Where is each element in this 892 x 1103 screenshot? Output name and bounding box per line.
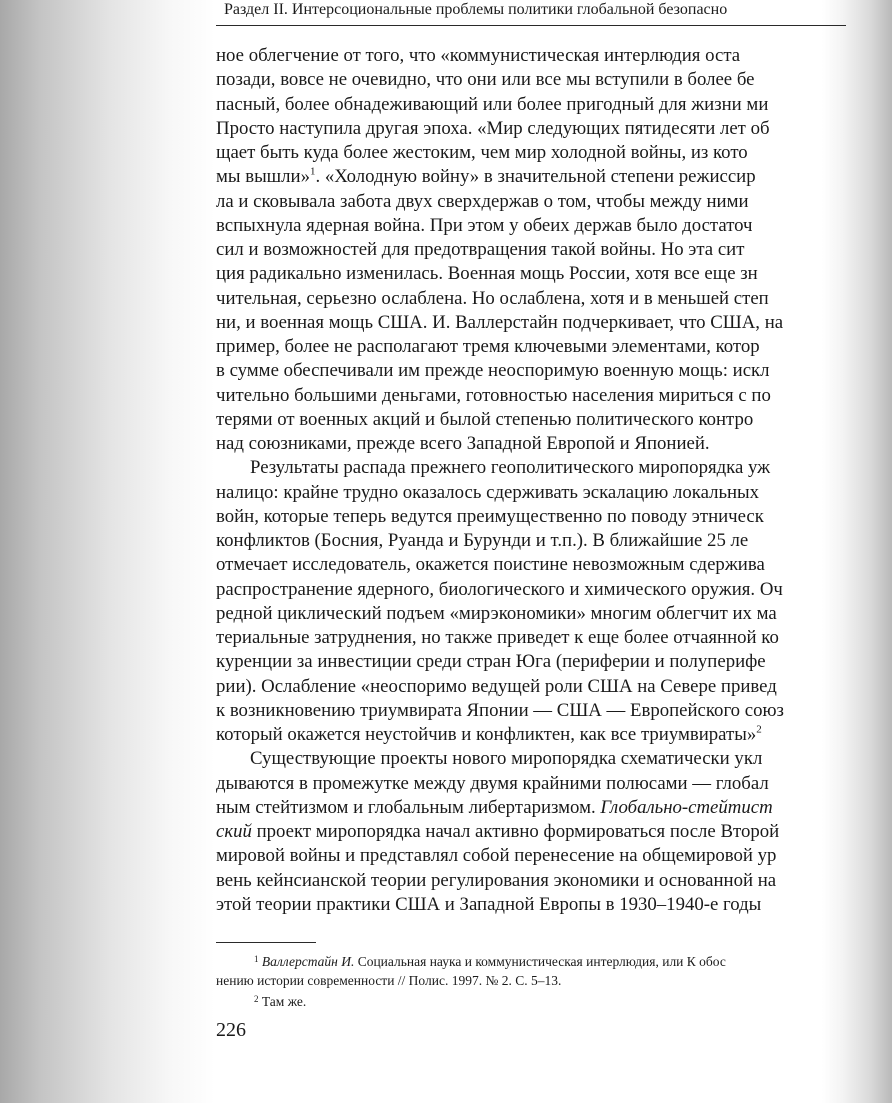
line-text: распространение ядерного, биологического и химического оружия. Оч: [216, 578, 783, 600]
text-line: [216, 214, 842, 238]
footnote-number: 1: [254, 954, 259, 964]
line-text: щает быть куда более жестоким, чем мир холодной войны, из кото: [216, 142, 748, 163]
line-text: этой теории практики США и Западной Европы в 1930–1940-е годы: [216, 893, 762, 915]
line-text: ция радикально изменилась. Военная мощь России, хотя все еще зн: [216, 263, 758, 285]
page-number: 226: [216, 1019, 246, 1041]
text-line: [216, 699, 842, 723]
footnotes: [216, 950, 842, 1011]
line-text: Существующие проекты нового миропорядка схематически укл: [250, 748, 763, 770]
footnote-rule: [216, 942, 316, 943]
footnote-ref: 2: [756, 723, 762, 736]
footnote-line: [216, 950, 842, 971]
text-line: [216, 796, 842, 820]
line-text: мы вышли»: [216, 166, 310, 188]
text-line: [216, 481, 842, 505]
line-text: чительно большими деньгами, готовностью населения мириться с по: [216, 384, 771, 406]
text-line: [216, 747, 842, 771]
footnote-line: [216, 990, 842, 1011]
footnote-text: нению истории современности // Полис. 1997. № 2. С. 5–13.: [216, 973, 562, 988]
line-text: войн, которые теперь ведутся преимущественно по поводу этническ: [216, 505, 764, 527]
text-line: [216, 335, 842, 359]
footnote-number: 2: [254, 994, 259, 1004]
text-line: [216, 165, 842, 189]
line-text-continued: . «Холодную войну» в значительной степени режиссир: [315, 166, 756, 188]
text-line: [216, 820, 842, 844]
text-line: [216, 553, 842, 577]
text-line: [216, 650, 842, 674]
running-head-rule: [216, 25, 846, 26]
italic-term: Глобально-стейтист: [600, 796, 773, 818]
text-line: [216, 408, 842, 432]
footnote-text: Там же.: [261, 994, 307, 1009]
line-text: позади, вовсе не очевидно, что они или все мы вступили в более бе: [216, 69, 755, 91]
line-text: дываются в промежутке между двумя крайними полюсами — глобал: [216, 772, 769, 794]
line-text: пример, более не располагают тремя ключевыми элементами, котор: [216, 336, 760, 357]
text-line: [216, 529, 842, 553]
line-text: который окажется неустойчив и конфликтен, как все триумвираты»: [216, 724, 757, 745]
text-line: [216, 68, 842, 92]
text-line: [216, 117, 842, 141]
line-text: чительная, серьезно ослаблена. Но ослаблена, хотя и в меньшей степ: [216, 287, 769, 309]
line-text: к возникновению триумвирата Японии — США — Европейского союз: [216, 699, 784, 721]
text-line: [216, 287, 842, 311]
line-text: рии). Ослабление «неоспоримо ведущей роли США на Севере привед: [216, 675, 777, 697]
text-line: [216, 578, 842, 602]
line-text: ным стейтизмом и глобальным либертаризмом.: [216, 796, 601, 818]
text-line: [216, 384, 842, 408]
text-line: [216, 723, 842, 747]
text-line: [216, 238, 842, 262]
line-text: сил и возможностей для предотвращения такой войны. Но эта сит: [216, 239, 745, 260]
text-line: [216, 141, 842, 165]
book-page: [216, 0, 846, 1103]
line-text: ни, и военная мощь США. И. Валлерстайн подчеркивает, что США, на: [216, 311, 784, 333]
footnote-ref: 1: [309, 165, 316, 178]
text-line: [216, 869, 842, 893]
line-text: Просто наступила другая эпоха. «Мир следующих пятидесяти лет об: [216, 117, 770, 139]
text-line: [216, 359, 842, 383]
line-text: вспыхнула ядерная война. При этом у обеих держав было достаточ: [216, 214, 753, 236]
line-text-continued: проект миропорядка начал активно формироваться после Второй: [251, 821, 780, 842]
text-line: [216, 93, 842, 117]
footnote-author: Валлерстайн И.: [261, 954, 355, 969]
footnote-line: [216, 971, 842, 990]
text-line: [216, 626, 842, 650]
line-text: пасный, более обнадеживающий или более пригодный для жизни ми: [216, 93, 769, 115]
text-line: [216, 602, 842, 626]
text-line: [216, 505, 842, 529]
line-text: налицо: крайне трудно оказалось сдерживать эскалацию локальных: [216, 481, 760, 503]
body-text: [216, 44, 842, 917]
text-line: [216, 190, 842, 214]
text-line: [216, 311, 842, 335]
running-head: Раздел II. Интерсоциональные проблемы политики глобальной безопасно: [224, 1, 728, 18]
footnote-text: Социальная наука и коммунистическая интерлюдия, или К обос: [354, 954, 726, 969]
text-line: [216, 456, 842, 480]
line-text: Результаты распада прежнего геополитического миропорядка уж: [250, 457, 771, 479]
line-text: вень кейнсианской теории регулирования экономики и основанной на: [216, 869, 777, 891]
italic-term: ский: [216, 821, 252, 842]
text-line: [216, 262, 842, 286]
line-text: над союзниками, прежде всего Западной Европой и Японией.: [216, 433, 710, 454]
text-line: [216, 432, 842, 456]
line-text: редной циклический подъем «мирэкономики» многим облегчит их ма: [216, 602, 777, 624]
line-text: ла и сковывала забота двух сверхдержав о том, чтобы между ними: [216, 190, 749, 212]
text-line: [216, 44, 842, 68]
line-text: мировой войны и представлял собой перенесение на общемировой ур: [216, 845, 777, 867]
text-line: [216, 893, 842, 917]
text-line: [216, 675, 842, 699]
line-text: териальные затруднения, но также приведет к еще более отчаянной ко: [216, 627, 779, 648]
line-text: конфликтов (Босния, Руанда и Бурунди и т.п.). В ближайшие 25 ле: [216, 530, 749, 551]
line-text: куренции за инвестиции среди стран Юга (периферии и полуперифе: [216, 651, 766, 673]
text-line: [216, 772, 842, 796]
text-line: [216, 844, 842, 868]
line-text: в сумме обеспечивали им прежде неоспоримую военную мощь: искл: [216, 360, 770, 382]
line-text: ное облегчение от того, что «коммунистическая интерлюдия оста: [216, 45, 741, 66]
line-text: терями от военных акций и былой степенью политического контро: [216, 408, 754, 430]
line-text: отмечает исследователь, окажется поистине невозможным сдержива: [216, 554, 765, 576]
page-gutter-shadow: [0, 0, 215, 1103]
